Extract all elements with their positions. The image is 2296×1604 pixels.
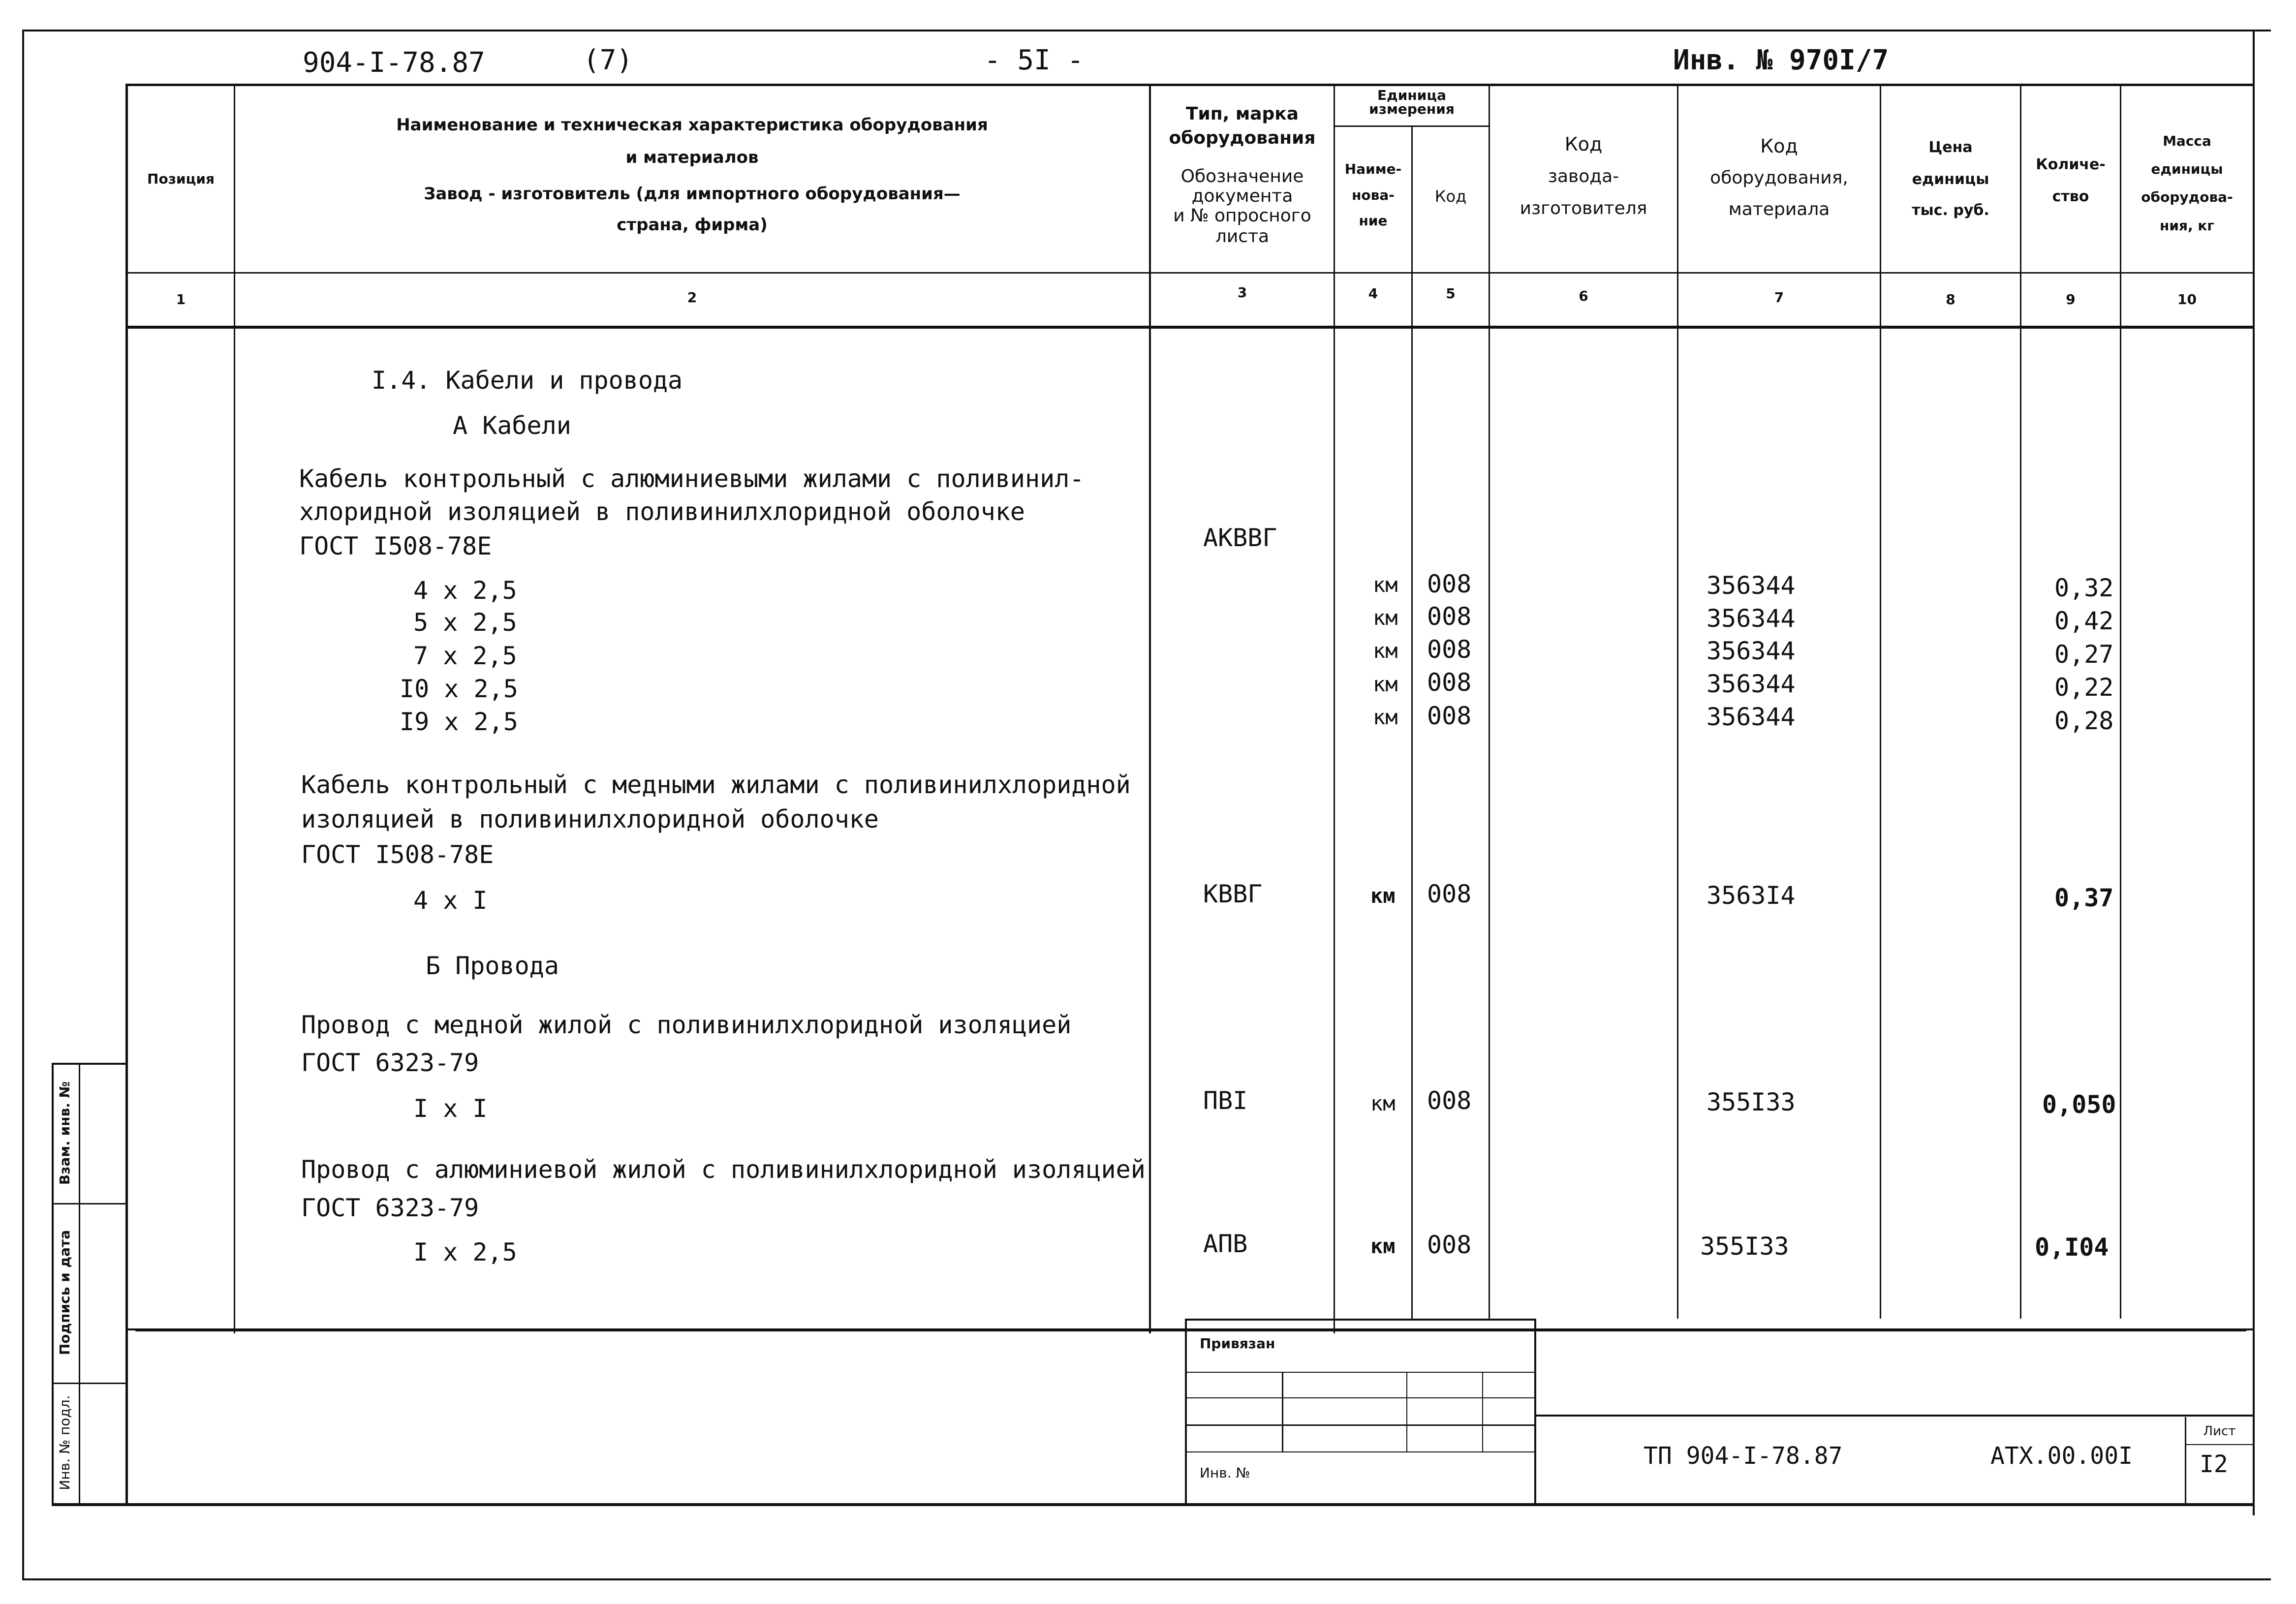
row-size: I х I <box>413 1094 488 1123</box>
binding-label: Привязан <box>1200 1335 1275 1352</box>
col-number-7: 7 <box>1774 289 1784 306</box>
header-name-line4: страна, фирма) <box>617 215 768 235</box>
header-price-line2: единицы <box>1912 171 1989 188</box>
binding-box-left <box>1185 1319 1187 1505</box>
row-quantity: 0,37 <box>2054 884 2114 912</box>
col-number-6: 6 <box>1579 288 1588 304</box>
side-stamp-left <box>52 1063 54 1506</box>
header-type-line2: оборудования <box>1169 128 1316 148</box>
inner-frame-bottom <box>52 1503 2253 1506</box>
header-unit-group-line2: измерения <box>1369 101 1455 117</box>
title-block-top-line <box>1536 1415 2253 1417</box>
row-material-code: 356344 <box>1706 703 1796 731</box>
header-mass-line2: единицы <box>2151 161 2223 177</box>
inventory-number: Инв. № 970I/7 <box>1673 44 1889 76</box>
sheet-box-divider <box>2186 1444 2253 1445</box>
row-unit-code: 008 <box>1427 668 1472 697</box>
binding-grid-v3 <box>1482 1372 1483 1452</box>
side-stamp-inner <box>79 1063 80 1506</box>
side-signature-date: Подпись и дата <box>57 1230 73 1356</box>
cable1-description-line1: Кабель контрольный с алюминиевыми жилами с поливинил- <box>299 464 1085 493</box>
project-number: 904-I-78.87 <box>303 47 485 79</box>
header-equipment-code-line3: материала <box>1728 199 1830 219</box>
document-code: ТП 904-I-78.87 <box>1644 1442 1843 1470</box>
cable1-type: АКВВГ <box>1203 524 1277 552</box>
header-type-line6: листа <box>1215 226 1270 247</box>
sheet-label: Лист <box>2203 1424 2236 1439</box>
side-original-inventory: Инв. № подл. <box>57 1395 73 1490</box>
col-number-4: 4 <box>1368 285 1378 302</box>
header-unit-name-line3: ние <box>1359 213 1388 229</box>
row-size: 5 х 2,5 <box>413 608 517 637</box>
row-size: I х 2,5 <box>413 1238 517 1266</box>
header-type-line3: Обозначение <box>1180 166 1304 186</box>
row-unit: км <box>1373 705 1398 729</box>
header-unit-group-line1: Единица <box>1377 87 1446 103</box>
row-unit-code: 008 <box>1427 702 1472 730</box>
row-unit-code: 008 <box>1427 1231 1472 1259</box>
wire1-description: Провод с медной жилой с поливинилхлоридной изоляцией <box>301 1011 1072 1039</box>
header-mass-line3: оборудова- <box>2141 189 2233 205</box>
header-type-line5: и № опросного <box>1173 206 1311 226</box>
row-unit-code: 008 <box>1427 602 1472 631</box>
row-quantity: 0,42 <box>2054 607 2114 635</box>
row-type: КВВГ <box>1203 880 1263 908</box>
col-line-4 <box>1411 125 1413 1319</box>
col-line-5 <box>1489 86 1490 1319</box>
row-size: 4 х I <box>413 886 488 915</box>
side-stamp-div1 <box>52 1203 125 1204</box>
wire2-description: Провод с алюминиевой жилой с поливинилхлоридной изоляцией <box>301 1155 1146 1184</box>
side-stamp-right <box>125 1063 128 1506</box>
row-unit: км <box>1373 573 1398 597</box>
page-frame-right <box>2253 30 2255 1515</box>
header-bottom-line <box>128 272 2253 274</box>
header-type-line1: Тип, марка <box>1185 104 1299 124</box>
col-number-8: 8 <box>1946 291 1955 308</box>
binding-grid-v1 <box>1282 1372 1283 1452</box>
row-quantity: 0,22 <box>2054 673 2114 702</box>
col-number-10: 10 <box>2177 291 2197 308</box>
unit-group-line <box>1335 125 1489 127</box>
col-line-8 <box>2020 86 2021 1319</box>
row-size: 7 х 2,5 <box>413 642 517 670</box>
row-type: ПВI <box>1203 1086 1248 1115</box>
row-material-code: 3563I4 <box>1706 881 1796 910</box>
binding-grid-v2 <box>1406 1372 1407 1452</box>
row-size: I0 х 2,5 <box>400 675 518 703</box>
row-unit-code: 008 <box>1427 880 1472 908</box>
section-title: I.4. Кабели и провода <box>372 366 683 395</box>
binding-box-top <box>1185 1319 1536 1321</box>
wire1-standard: ГОСТ 6323-79 <box>301 1049 479 1077</box>
col-line-7 <box>1880 86 1881 1319</box>
header-manufacturer-code-line1: Код <box>1564 133 1603 155</box>
header-name-line2: и материалов <box>625 148 759 167</box>
header-price-line3: тыс. руб. <box>1912 202 1989 219</box>
header-mass-line1: Масса <box>2163 133 2211 149</box>
numbers-bottom-line <box>128 326 2253 329</box>
row-material-code: 356344 <box>1706 670 1796 698</box>
header-unit-name-line1: Наиме- <box>1344 161 1402 177</box>
inner-frame-top <box>125 84 2253 86</box>
sheet-number: I2 <box>2200 1450 2228 1478</box>
header-price-line1: Цена <box>1928 139 1973 156</box>
header-position: Позиция <box>147 171 215 187</box>
col-line-6 <box>1677 86 1678 1319</box>
page-frame-left <box>22 30 24 1580</box>
row-unit: км <box>1370 884 1396 908</box>
row-unit: км <box>1373 639 1398 663</box>
volume-number: (7) <box>583 44 633 76</box>
row-quantity: 0,28 <box>2054 707 2114 735</box>
cable2-standard: ГОСТ I508-78Е <box>301 840 494 869</box>
wire2-standard: ГОСТ 6323-79 <box>301 1194 479 1222</box>
row-material-code: 355I33 <box>1700 1232 1789 1261</box>
row-size: 4 х 2,5 <box>413 576 517 605</box>
row-quantity: 0,050 <box>2042 1090 2116 1119</box>
header-quantity-line2: ство <box>2052 188 2089 205</box>
page-number: - 5I - <box>984 44 1084 76</box>
row-material-code: 356344 <box>1706 571 1796 600</box>
header-equipment-code-line1: Код <box>1760 135 1798 157</box>
row-quantity: 0,27 <box>2054 640 2114 669</box>
header-unit-name-line2: нова- <box>1352 187 1395 203</box>
row-material-code: 355I33 <box>1706 1088 1796 1116</box>
header-unit-code: Код <box>1434 187 1467 206</box>
stamp-top-line <box>135 1329 2246 1331</box>
header-type-line4: документа <box>1191 186 1293 206</box>
row-size: I9 х 2,5 <box>400 708 518 736</box>
page-frame-top <box>22 30 2271 31</box>
header-equipment-code-line2: оборудования, <box>1710 168 1848 188</box>
col-number-1: 1 <box>176 291 186 308</box>
row-quantity: 0,I04 <box>2035 1233 2109 1262</box>
header-name-line3: Завод - изготовитель (для импортного оборудования— <box>424 184 961 204</box>
subsection-cables: А Кабели <box>453 411 571 440</box>
side-replacement-inventory: Взам. инв. № <box>57 1081 73 1185</box>
row-material-code: 356344 <box>1706 604 1796 633</box>
subsection-wires: Б Провода <box>426 952 559 980</box>
row-unit: км <box>1370 1091 1396 1115</box>
cable2-description-line1: Кабель контрольный с медными жилами с поливинилхлоридной <box>301 771 1131 799</box>
page-frame-bottom <box>22 1578 2271 1580</box>
header-quantity-line1: Количе- <box>2036 156 2106 173</box>
row-unit-code: 008 <box>1427 570 1472 598</box>
sheet-code: АТХ.00.00I <box>1990 1442 2133 1470</box>
row-unit: км <box>1373 606 1398 630</box>
header-manufacturer-code-line3: изготовителя <box>1520 198 1647 218</box>
row-type: АПВ <box>1203 1230 1248 1258</box>
row-quantity: 0,32 <box>2054 574 2114 602</box>
row-material-code: 356344 <box>1706 637 1796 665</box>
header-name-line1: Наименование и техническая характеристика оборудования <box>396 115 988 135</box>
binding-inventory-label: Инв. № <box>1200 1465 1250 1481</box>
col-line-9 <box>2120 86 2121 1319</box>
col-number-3: 3 <box>1237 284 1247 301</box>
header-mass-line4: ния, кг <box>2160 217 2214 234</box>
row-unit-code: 008 <box>1427 1086 1472 1115</box>
col-number-9: 9 <box>2066 291 2076 308</box>
cable1-standard: ГОСТ I508-78Е <box>299 532 492 560</box>
binding-box-right <box>1534 1319 1536 1505</box>
col-number-2: 2 <box>687 289 697 306</box>
cable2-description-line2: изоляцией в поливинилхлоридной оболочке <box>301 805 879 833</box>
row-unit: км <box>1370 1234 1396 1258</box>
row-unit-code: 008 <box>1427 635 1472 664</box>
header-manufacturer-code-line2: завода- <box>1548 166 1619 186</box>
col-number-5: 5 <box>1446 285 1456 302</box>
row-unit: км <box>1373 672 1398 696</box>
cable1-description-line2: хлоридной изоляцией в поливинилхлоридной оболочке <box>299 497 1025 526</box>
